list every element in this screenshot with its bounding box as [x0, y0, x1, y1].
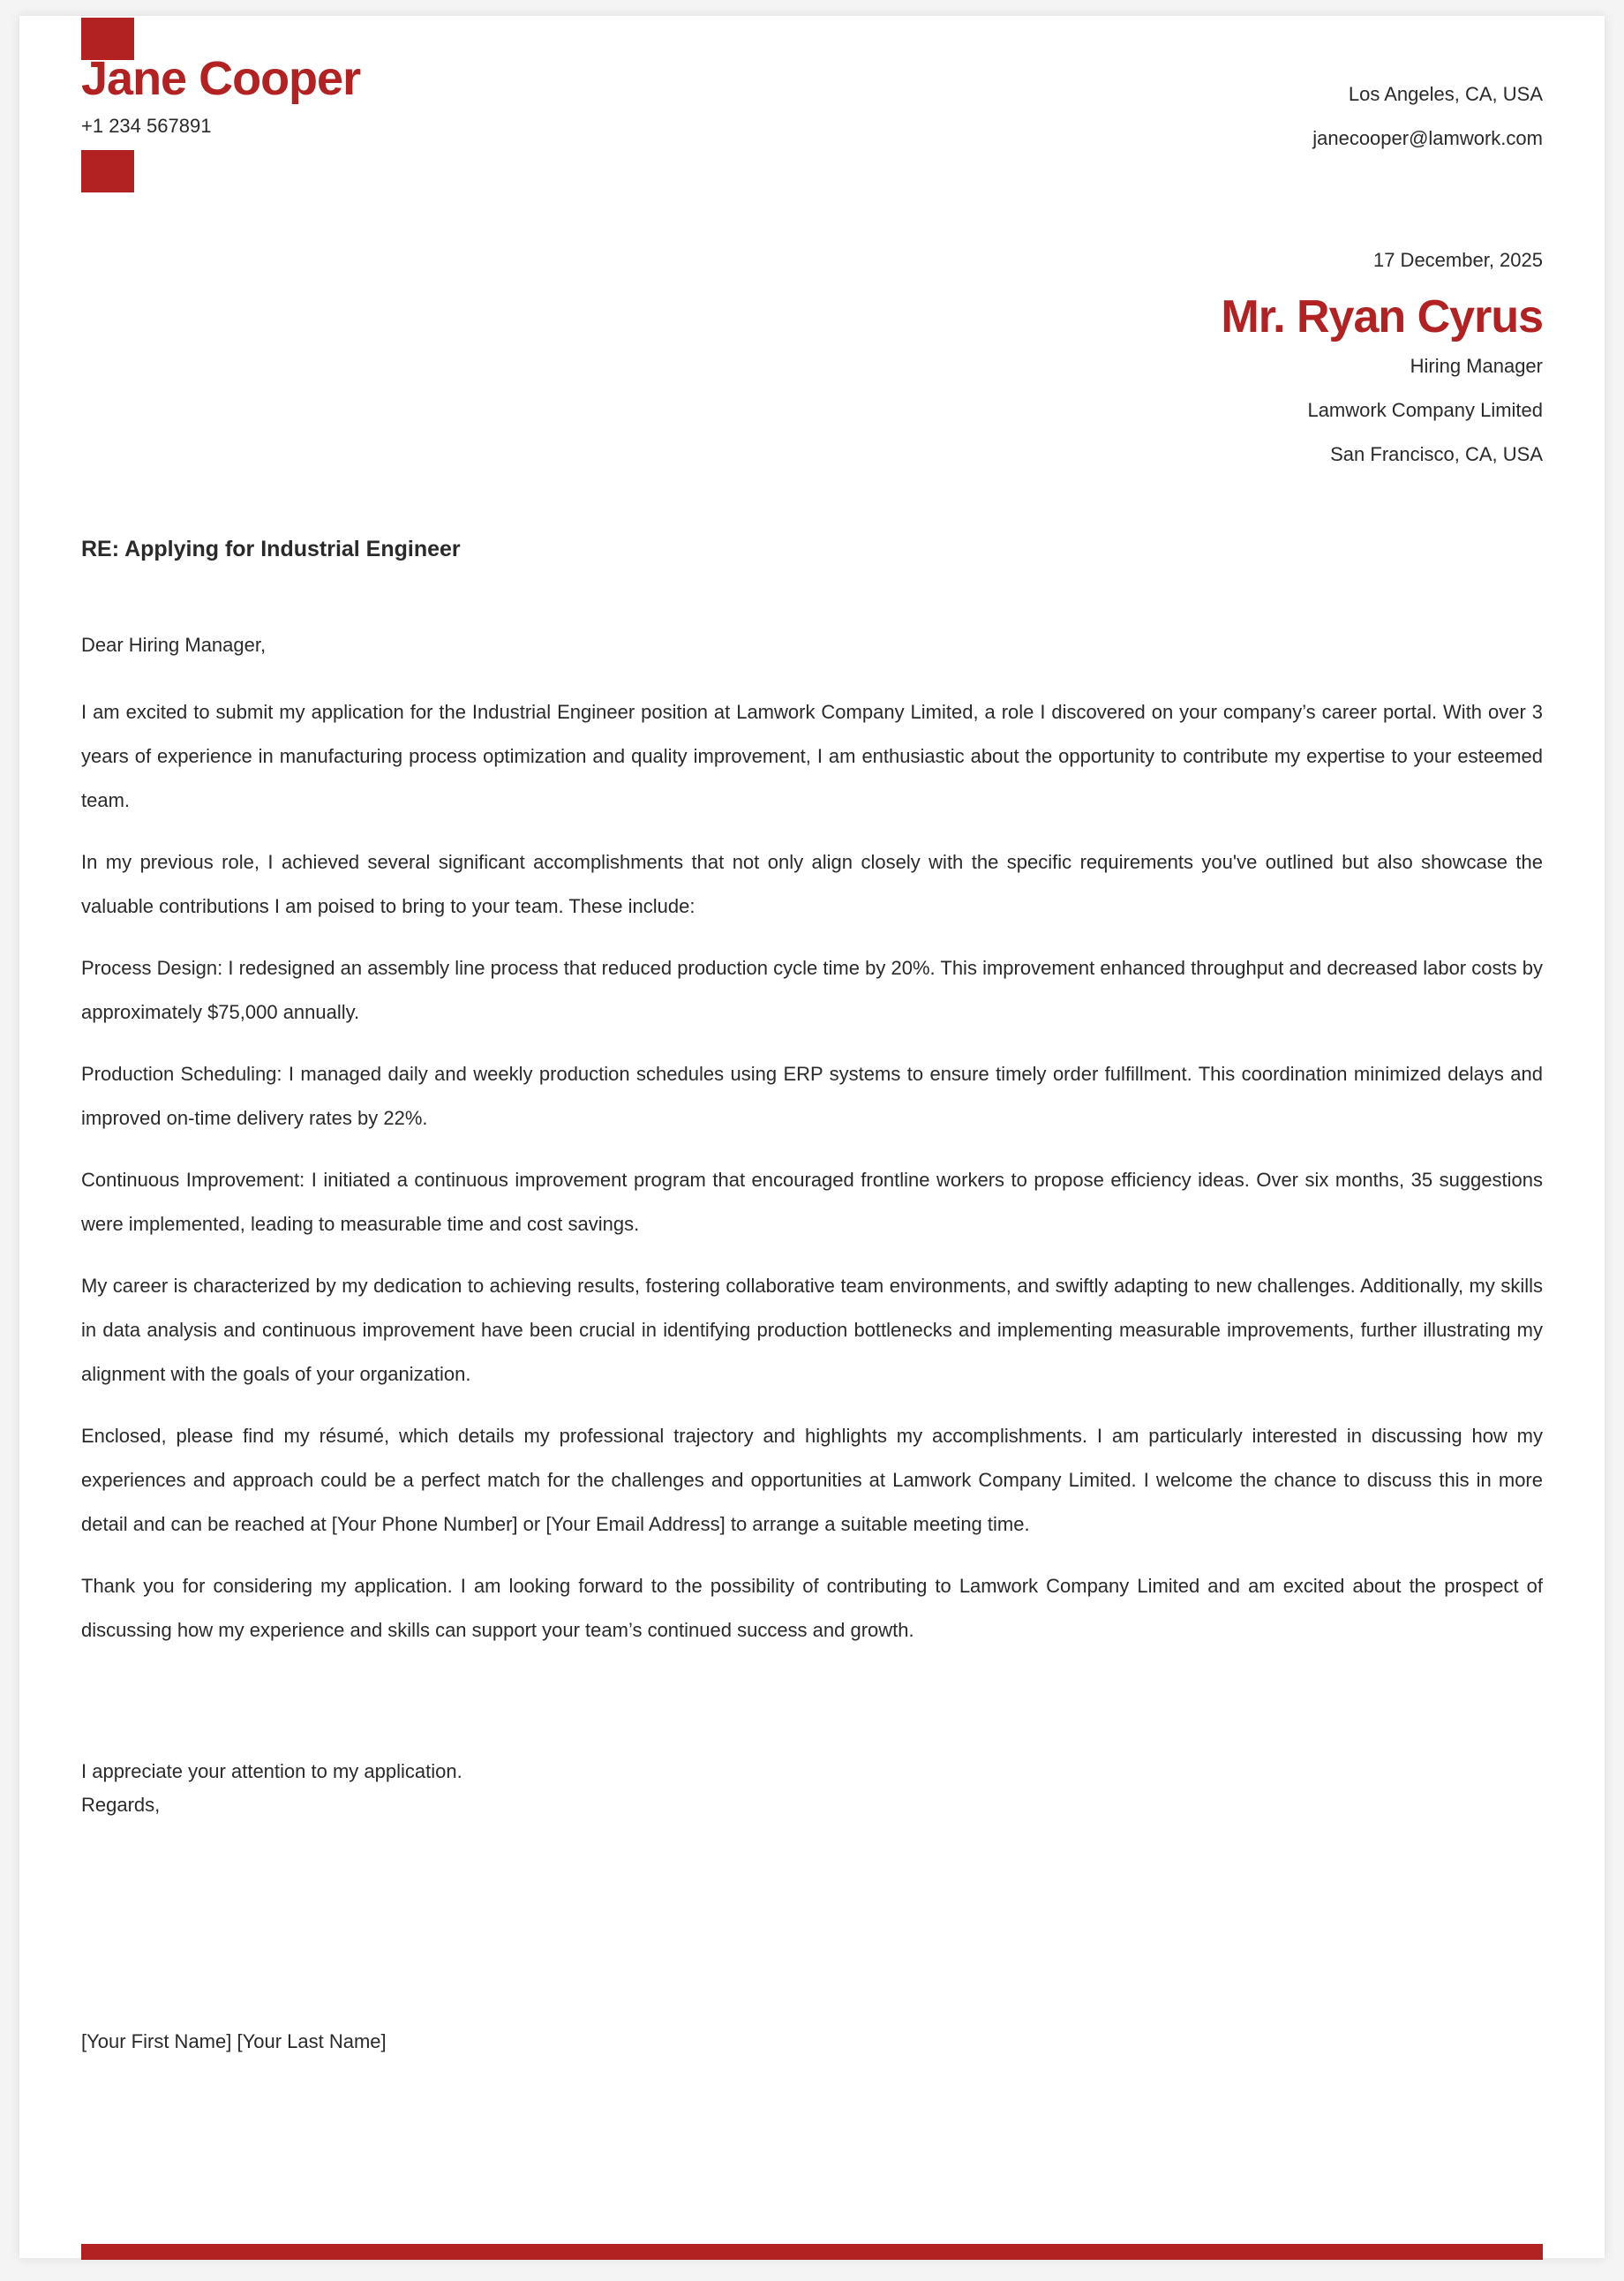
body-paragraph: Production Scheduling: I managed daily and weekly production schedules using ERP systems to ensure timely order fulfillment. This coordination minimized delays and improved on-time delivery rates by 22%. — [81, 1063, 1543, 1129]
sign-off: Regards, — [81, 1794, 161, 1816]
recipient-location: San Francisco, CA, USA — [1330, 443, 1543, 466]
recipient-name: Mr. Ryan Cyrus — [1221, 291, 1543, 343]
recipient-company: Lamwork Company Limited — [1307, 399, 1543, 422]
body-paragraph: In my previous role, I achieved several significant accomplishments that not only align closely with the specific requirements you've outlined but also showcase the valuable contributions I am poised to bring to your team. These include: — [81, 851, 1543, 917]
body-paragraph: Thank you for considering my application. I am looking forward to the possibility of contributing to Lamwork Company Limited and am excited about the prospect of discussing how my experience and skills can support your team’s continued success and growth. — [81, 1575, 1543, 1641]
footer-accent-bar — [81, 2244, 1543, 2260]
body-paragraph: Enclosed, please find my résumé, which details my professional trajectory and highlights my accomplishments. I am particularly interested in discussing how my experiences and approach could be a perfect match for the challenges and opportunities at Lamwork Company Limited. I welcome the chance to discuss this in more detail and can be reached at [Your Phone Number] or [Your Email Address] to arrange a suitable meeting time. — [81, 1425, 1543, 1535]
closing-block — [81, 1755, 462, 1822]
recipient-title: Hiring Manager — [1410, 355, 1543, 378]
signature-name: [Your First Name] [Your Last Name] — [81, 2030, 387, 2052]
recipient-block — [1221, 290, 1543, 477]
sender-name: Jane Cooper — [81, 52, 361, 105]
sender-contact — [1312, 72, 1543, 161]
accent-square-bottom — [81, 150, 134, 192]
letter-body — [81, 690, 1543, 1670]
closing-line: I appreciate your attention to my application. — [81, 1760, 462, 1782]
body-paragraph: Process Design: I redesigned an assembly line process that reduced production cycle time by 20%. This improvement enhanced throughput and decreased labor costs by approximately $75,000 annually. — [81, 957, 1543, 1023]
sender-location: Los Angeles, CA, USA — [1348, 83, 1543, 105]
body-paragraph: Continuous Improvement: I initiated a continuous improvement program that encouraged frontline workers to propose efficiency ideas. Over six months, 35 suggestions were implemented, leading to measurable time and cost savings. — [81, 1169, 1543, 1235]
letter-date: 17 December, 2025 — [1372, 249, 1543, 271]
letter-page — [19, 16, 1605, 2258]
body-paragraph: I am excited to submit my application for the Industrial Engineer position at Lamwork Company Limited, a role I discovered on your company’s career portal. With over 3 years of experience in manufacturing process optimization and quality improvement, I am enthusiastic about the opportunity to contribute my expertise to your esteemed team. — [81, 701, 1543, 811]
greeting: Dear Hiring Manager, — [81, 634, 267, 656]
sender-phone: +1 234 567891 — [81, 115, 212, 137]
subject-line: RE: Applying for Industrial Engineer — [81, 537, 461, 561]
body-paragraph: My career is characterized by my dedication to achieving results, fostering collaborative team environments, and swiftly adapting to new challenges. Additionally, my skills in data analysis and continuous improvement have been crucial in identifying production bottlenecks and implementing measurable improvements, further illustrating my alignment with the goals of your organization. — [81, 1275, 1543, 1385]
sender-email: janecooper@lamwork.com — [1312, 127, 1543, 149]
